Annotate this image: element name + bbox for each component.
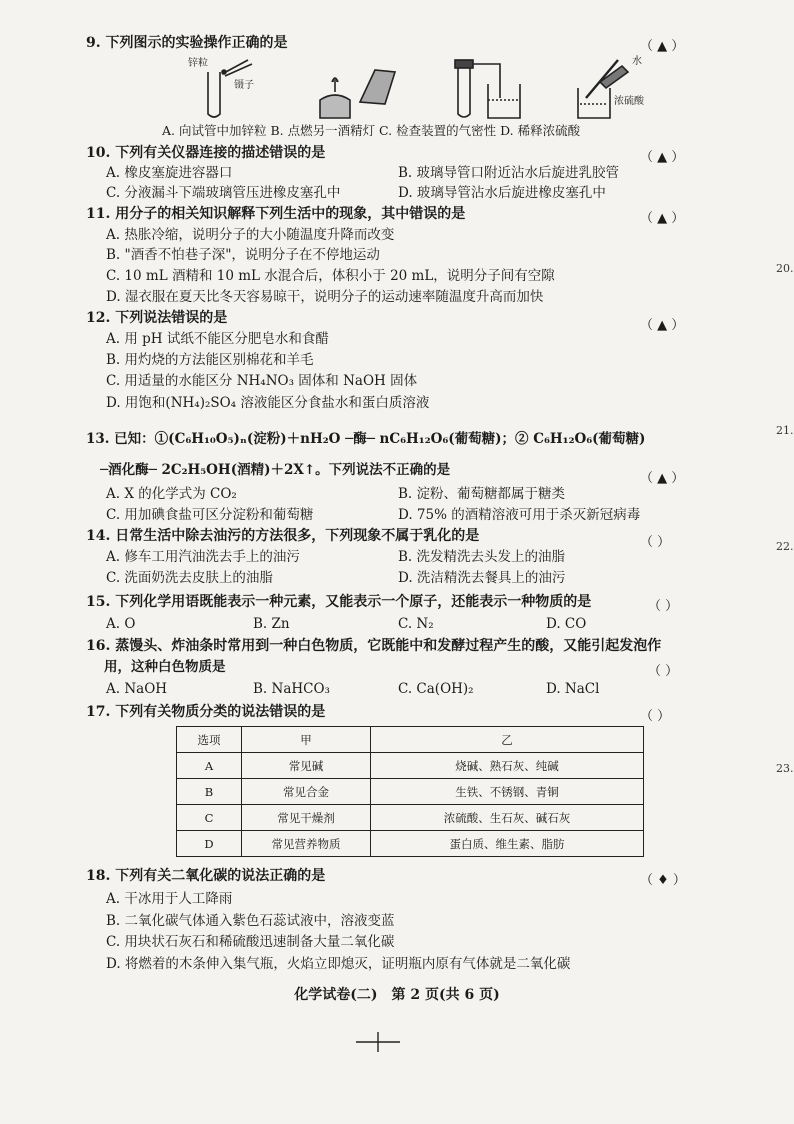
q13-line-2: ─酒化酶─ 2C₂H₅OH(酒精)＋2X↑。下列说法不正确的是: [100, 462, 451, 478]
q11-option-a: A. 热胀冷缩，说明分子的大小随温度升降而改变: [106, 227, 395, 243]
label-concentrated-acid: 浓硫酸: [614, 96, 644, 107]
q15-option-a: A. O: [106, 616, 136, 632]
table-header: 选项: [177, 727, 242, 753]
margin-number: 20.: [776, 262, 794, 275]
q12-option-a: A. 用 pH 试纸不能区分肥皂水和食醋: [106, 331, 329, 347]
figure-b-alcohol-lamps: [320, 70, 395, 118]
q13-option-b: B. 淀粉、葡萄糖都属于糖类: [398, 486, 566, 502]
table-cell: 浓硫酸、生石灰、碱石灰: [371, 805, 644, 831]
q18-option-c: C. 用块状石灰石和稀硫酸迅速制备大量二氧化碳: [106, 934, 395, 950]
table-header: 甲: [242, 727, 371, 753]
question-17: 17. 下列有关物质分类的说法错误的是: [86, 704, 326, 720]
q12-option-b: B. 用灼烧的方法能区别棉花和羊毛: [106, 352, 314, 368]
margin-number: 21.: [776, 424, 794, 437]
answer-mark-15: （ ）: [648, 599, 679, 614]
q10-option-c: C. 分液漏斗下端玻璃管压进橡皮塞孔中: [106, 185, 341, 201]
page-footer: 化学试卷(二) 第 2 页(共 6 页): [294, 987, 500, 1003]
question-16: 16. 蒸馒头、炸油条时常用到一种白色物质，它既能中和发酵过程产生的酸，又能引起发泡作: [86, 638, 662, 654]
answer-mark-13: （ ▲ ）: [640, 471, 685, 486]
table-cell: 常见干燥剂: [242, 805, 371, 831]
q18-option-d: D. 将燃着的木条伸入集气瓶，火焰立即熄灭，证明瓶内原有气体就是二氧化碳: [106, 956, 571, 972]
q13-option-a: A. X 的化学式为 CO₂: [106, 486, 237, 502]
q15-option-d: D. CO: [546, 616, 587, 632]
q11-option-d: D. 湿衣服在夏天比冬天容易晾干，说明分子的运动速率随温度升高而加快: [106, 289, 544, 305]
answer-mark-16: （ ）: [648, 664, 679, 679]
question-11: 11. 用分子的相关知识解释下列生活中的现象，其中错误的是: [86, 206, 466, 222]
q16-option-a: A. NaOH: [106, 681, 168, 697]
q15-option-b: B. Zn: [253, 616, 290, 632]
q12-option-c: C. 用适量的水能区分 NH₄NO₃ 固体和 NaOH 固体: [106, 373, 418, 389]
table-row: [177, 831, 644, 857]
answer-mark-11: （ ▲ ）: [640, 211, 685, 226]
table-cell: A: [177, 753, 242, 779]
q18-option-b: B. 二氧化碳气体通入紫色石蕊试液中，溶液变蓝: [106, 913, 395, 929]
table-cell: C: [177, 805, 242, 831]
q10-option-b: B. 玻璃导管口附近沾水后旋进乳胶管: [398, 165, 620, 181]
question-15: 15. 下列化学用语既能表示一种元素，又能表示一个原子，还能表示一种物质的是: [86, 594, 592, 610]
question-13: 13. 已知：①(C₆H₁₀O₅)ₙ(淀粉)＋nH₂O ─酶─ nC₆H₁₂O₆(葡萄糖)；② C₆H₁₂O₆(葡萄糖): [86, 431, 646, 447]
q11-option-b: B. "酒香不怕巷子深"，说明分子在不停地运动: [106, 247, 380, 263]
answer-mark-9: （ ▲ ）: [640, 39, 685, 54]
q13-option-d: D. 75% 的酒精溶液可用于杀灭新冠病毒: [398, 507, 641, 523]
answer-mark-18: （ ♦ ）: [640, 873, 686, 888]
table-cell: 蛋白质、维生素、脂肪: [371, 831, 644, 857]
q13-option-c: C. 用加碘食盐可区分淀粉和葡萄糖: [106, 507, 314, 523]
center-crop-mark: [356, 1032, 400, 1052]
answer-mark-17: （ ）: [640, 709, 671, 724]
question-18: 18. 下列有关二氧化碳的说法正确的是: [86, 868, 326, 884]
q14-option-b: B. 洗发精洗去头发上的油脂: [398, 549, 566, 565]
q14-option-d: D. 洗洁精洗去餐具上的油污: [398, 570, 566, 586]
q10-option-a: A. 橡皮塞旋进容器口: [106, 165, 233, 181]
table-cell: D: [177, 831, 242, 857]
table-row: [177, 753, 644, 779]
table-cell: B: [177, 779, 242, 805]
q10-option-d: D. 玻璃导管沾水后旋进橡皮塞孔中: [398, 185, 606, 201]
q11-option-c: C. 10 mL 酒精和 10 mL 水混合后，体积小于 20 mL，说明分子间有空隙: [106, 268, 555, 284]
table-cell: 常见合金: [242, 779, 371, 805]
figure-c-airtight-check: [455, 60, 520, 118]
question-12: 12. 下列说法错误的是: [86, 310, 228, 326]
table-row: [177, 779, 644, 805]
table-cell: 生铁、不锈钢、青铜: [371, 779, 644, 805]
q9-options: A. 向试管中加锌粒 B. 点燃另一酒精灯 C. 检查装置的气密性 D. 稀释浓硫酸: [162, 123, 581, 138]
table-header-row: [177, 727, 644, 753]
question-10: 10. 下列有关仪器连接的描述错误的是: [86, 145, 326, 161]
question-14: 14. 日常生活中除去油污的方法很多，下列现象不属于乳化的是: [86, 528, 480, 544]
label-tweezers: 镊子: [234, 80, 254, 91]
margin-number: 23.: [776, 762, 794, 775]
q16-option-d: D. NaCl: [546, 681, 600, 697]
q16-option-c: C. Ca(OH)₂: [398, 681, 474, 697]
answer-mark-10: （ ▲ ）: [640, 150, 685, 165]
q9-figures: [170, 52, 660, 120]
question-9: 9. 下列图示的实验操作正确的是: [86, 35, 288, 51]
classification-table: [176, 726, 644, 857]
margin-number: 22.: [776, 540, 794, 553]
table-cell: 烧碱、熟石灰、纯碱: [371, 753, 644, 779]
table-row: [177, 805, 644, 831]
q18-option-a: A. 干冰用于人工降雨: [106, 891, 233, 907]
answer-mark-14: （ ）: [640, 535, 671, 550]
figure-d-dilute-acid: [578, 60, 628, 118]
q16-option-b: B. NaHCO₃: [253, 681, 330, 697]
q12-option-d: D. 用饱和(NH₄)₂SO₄ 溶液能区分食盐水和蛋白质溶液: [106, 395, 430, 411]
table-cell: 常见营养物质: [242, 831, 371, 857]
q15-option-c: C. N₂: [398, 616, 434, 632]
q14-option-c: C. 洗面奶洗去皮肤上的油脂: [106, 570, 273, 586]
label-zinc: 锌粒: [188, 58, 208, 69]
q14-option-a: A. 修车工用汽油洗去手上的油污: [106, 549, 300, 565]
q16-line-2: 用，这种白色物质是: [104, 659, 226, 675]
answer-mark-12: （ ▲ ）: [640, 318, 685, 333]
label-water: 水: [632, 56, 642, 67]
table-header: 乙: [371, 727, 644, 753]
table-cell: 常见碱: [242, 753, 371, 779]
